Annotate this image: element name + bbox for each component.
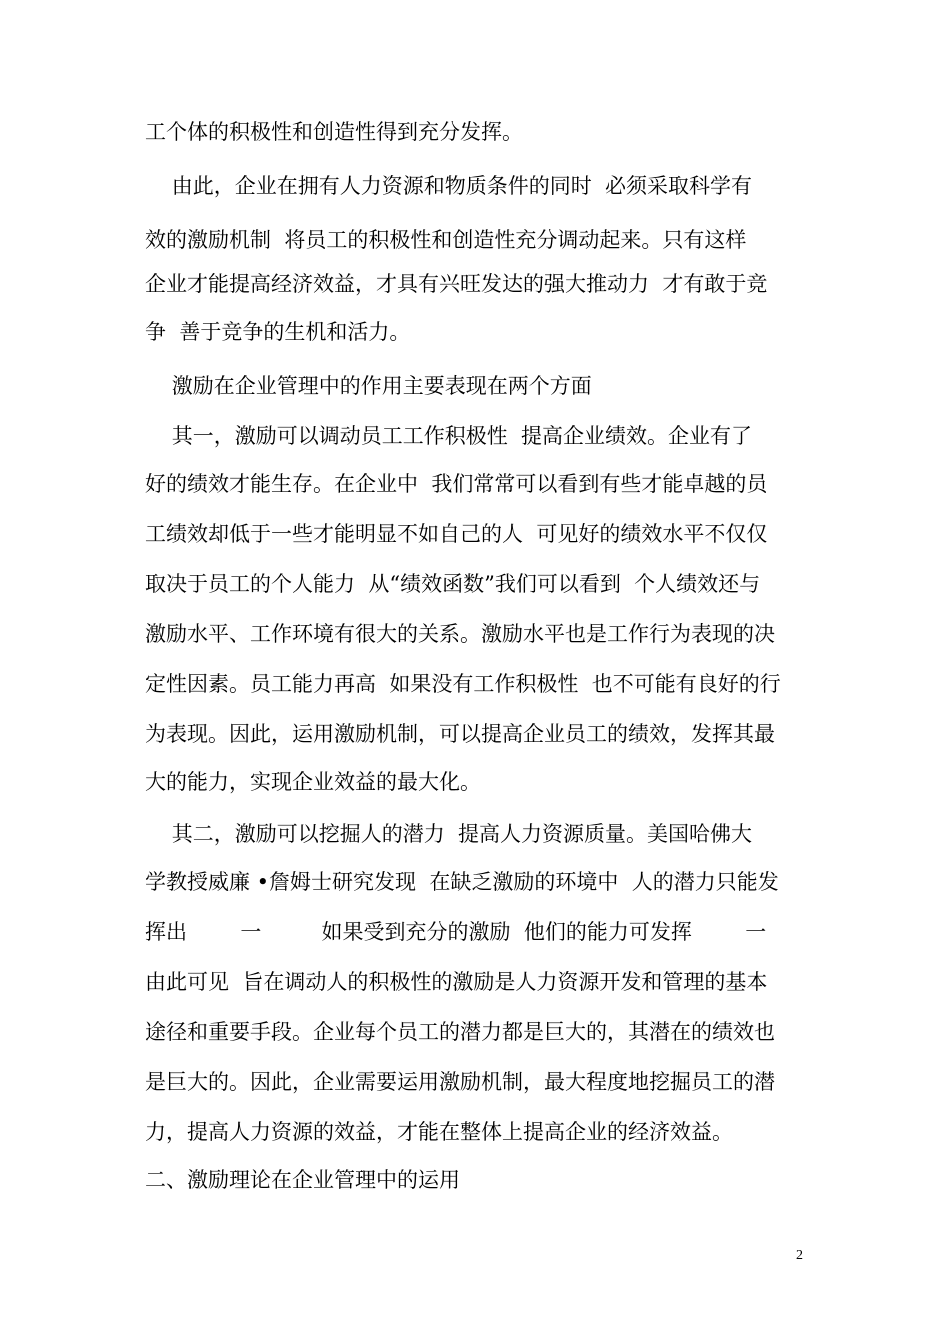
text-line: 其二，激励可以挖掘人的潜力 提高人力资源质量。美国哈佛大 — [145, 822, 753, 846]
text-line: 工绩效却低于一些才能明显不如自己的人 可见好的绩效水平不仅仅 — [145, 522, 768, 546]
page-number: 2 — [796, 1248, 803, 1263]
text-line: 其一，激励可以调动员工工作积极性 提高企业绩效。企业有了 — [145, 424, 753, 448]
text-line: 争 善于竞争的生机和活力。 — [145, 320, 411, 344]
text-line: 激励在企业管理中的作用主要表现在两个方面 — [145, 374, 592, 398]
text-line: 由此，企业在拥有人力资源和物质条件的同时 必须采取科学有 — [145, 174, 753, 198]
text-line: 好的绩效才能生存。在企业中 我们常常可以看到有些才能卓越的员 — [145, 472, 768, 496]
text-line: 力，提高人力资源的效益，才能在整体上提高企业的经济效益。 — [145, 1120, 733, 1144]
text-line: 效的激励机制 将员工的积极性和创造性充分调动起来。只有这样 — [145, 228, 747, 252]
text-line: 大的能力，实现企业效益的最大化。 — [145, 770, 481, 794]
text-line: 定性因素。员工能力再高 如果没有工作积极性 也不可能有良好的行 — [145, 672, 781, 696]
text-line: 学教授威廉 •詹姆士研究发现 在缺乏激励的环境中 人的潜力只能发 — [145, 870, 779, 894]
text-line: 企业才能提高经济效益，才具有兴旺发达的强大推动力 才有敢于竞 — [145, 272, 768, 296]
text-line: 为表现。因此，运用激励机制，可以提高企业员工的绩效，发挥其最 — [145, 722, 775, 746]
section-heading: 二、激励理论在企业管理中的运用 — [145, 1168, 460, 1192]
text-line: 由此可见 旨在调动人的积极性的激励是人力资源开发和管理的基本 — [145, 970, 768, 994]
text-line: 是巨大的。因此，企业需要运用激励机制，最大程度地挖掘员工的潜 — [145, 1070, 775, 1094]
text-line: 挥出 一 如果受到充分的激励 他们的能力可发挥 一 — [145, 920, 767, 944]
text-line: 取决于员工的个人能力 从“绩效函数”我们可以看到 个人绩效还与 — [145, 572, 761, 596]
text-line: 激励水平、工作环境有很大的关系。激励水平也是工作行为表现的决 — [145, 622, 775, 646]
text-line: 途径和重要手段。企业每个员工的潜力都是巨大的，其潜在的绩效也 — [145, 1020, 775, 1044]
text-line: 工个体的积极性和创造性得到充分发挥。 — [145, 120, 523, 144]
